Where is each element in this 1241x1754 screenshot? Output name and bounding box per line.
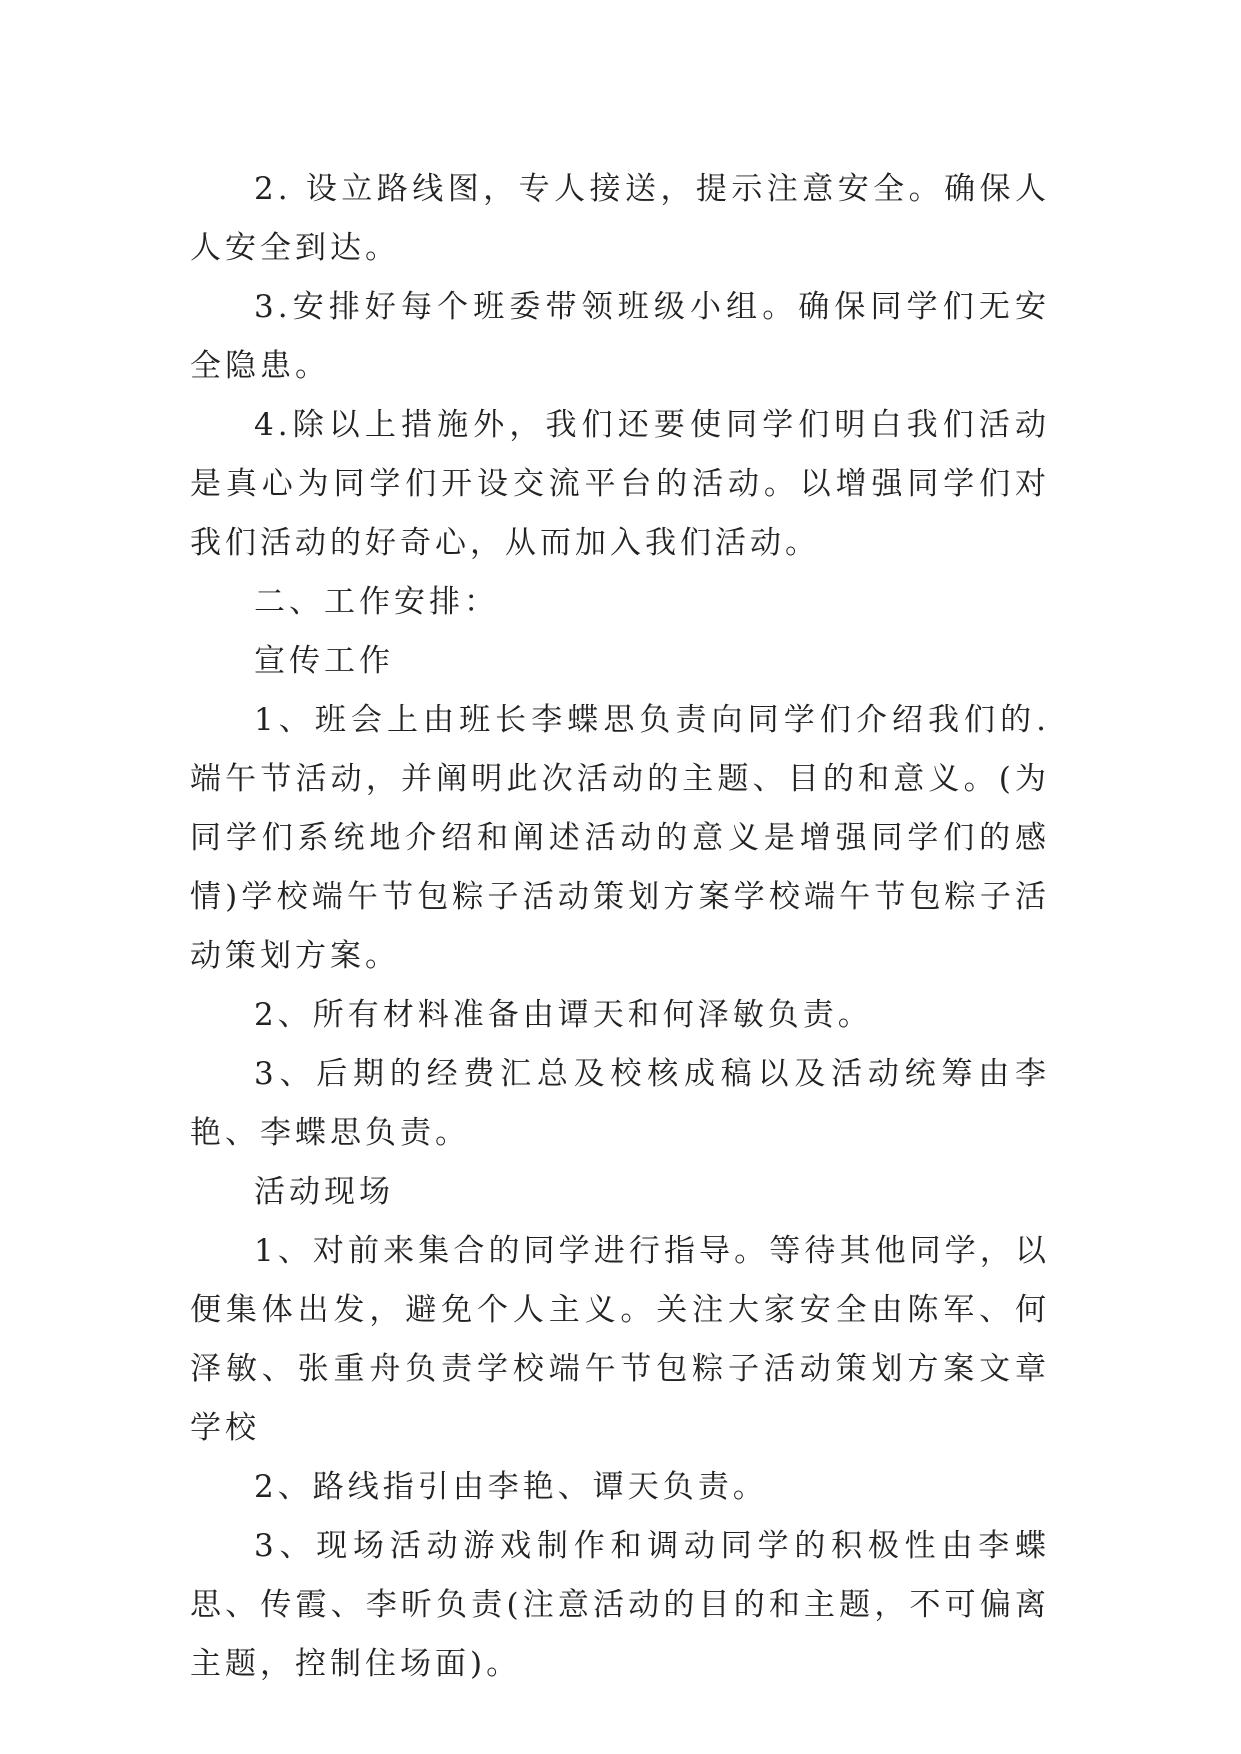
paragraph-publicity-3: 3、后期的经费汇总及校核成稿以及活动统筹由李艳、李蝶思负责。 <box>190 1056 1050 1151</box>
subheading-publicity: 宣传工作 <box>254 643 394 679</box>
paragraph-publicity-2: 2、所有材料准备由谭天和何泽敏负责。 <box>254 997 873 1033</box>
paragraph-site-2: 2、路线指引由李艳、谭天负责。 <box>254 1469 768 1505</box>
section-heading-work-arrangement: 二、工作安排： <box>254 584 499 620</box>
paragraph-site-1: 1、对前来集合的同学进行指导。等待其他同学，以便集体出发，避免个人主义。关注大家安全由陈军、何泽敏、张重舟负责学校端午节包粽子活动策划方案文章学校 <box>190 1233 1050 1446</box>
paragraph-route-map: 2. 设立路线图，专人接送，提示注意安全。确保人人安全到达。 <box>190 171 1050 266</box>
paragraph-site-3: 3、现场活动游戏制作和调动同学的积极性由李蝶思、传霞、李昕负责(注意活动的目的和主题，不可偏离主题，控制住场面)。 <box>190 1528 1050 1682</box>
paragraph-class-committee: 3.安排好每个班委带领班级小组。确保同学们无安全隐患。 <box>190 289 1050 384</box>
document-body <box>190 160 1050 1694</box>
paragraph-other-measures: 4.除以上措施外，我们还要使同学们明白我们活动是真心为同学们开设交流平台的活动。以增强同学们对我们活动的好奇心，从而加入我们活动。 <box>190 407 1050 561</box>
subheading-event-site: 活动现场 <box>254 1174 394 1210</box>
paragraph-publicity-1: 1、班会上由班长李蝶思负责向同学们介绍我们的.端午节活动，并阐明此次活动的主题、目的和意义。(为同学们系统地介绍和阐述活动的意义是增强同学们的感情)学校端午节包粽子活动策划方案学校端午节包粽子活动策划方案。 <box>190 702 1050 974</box>
